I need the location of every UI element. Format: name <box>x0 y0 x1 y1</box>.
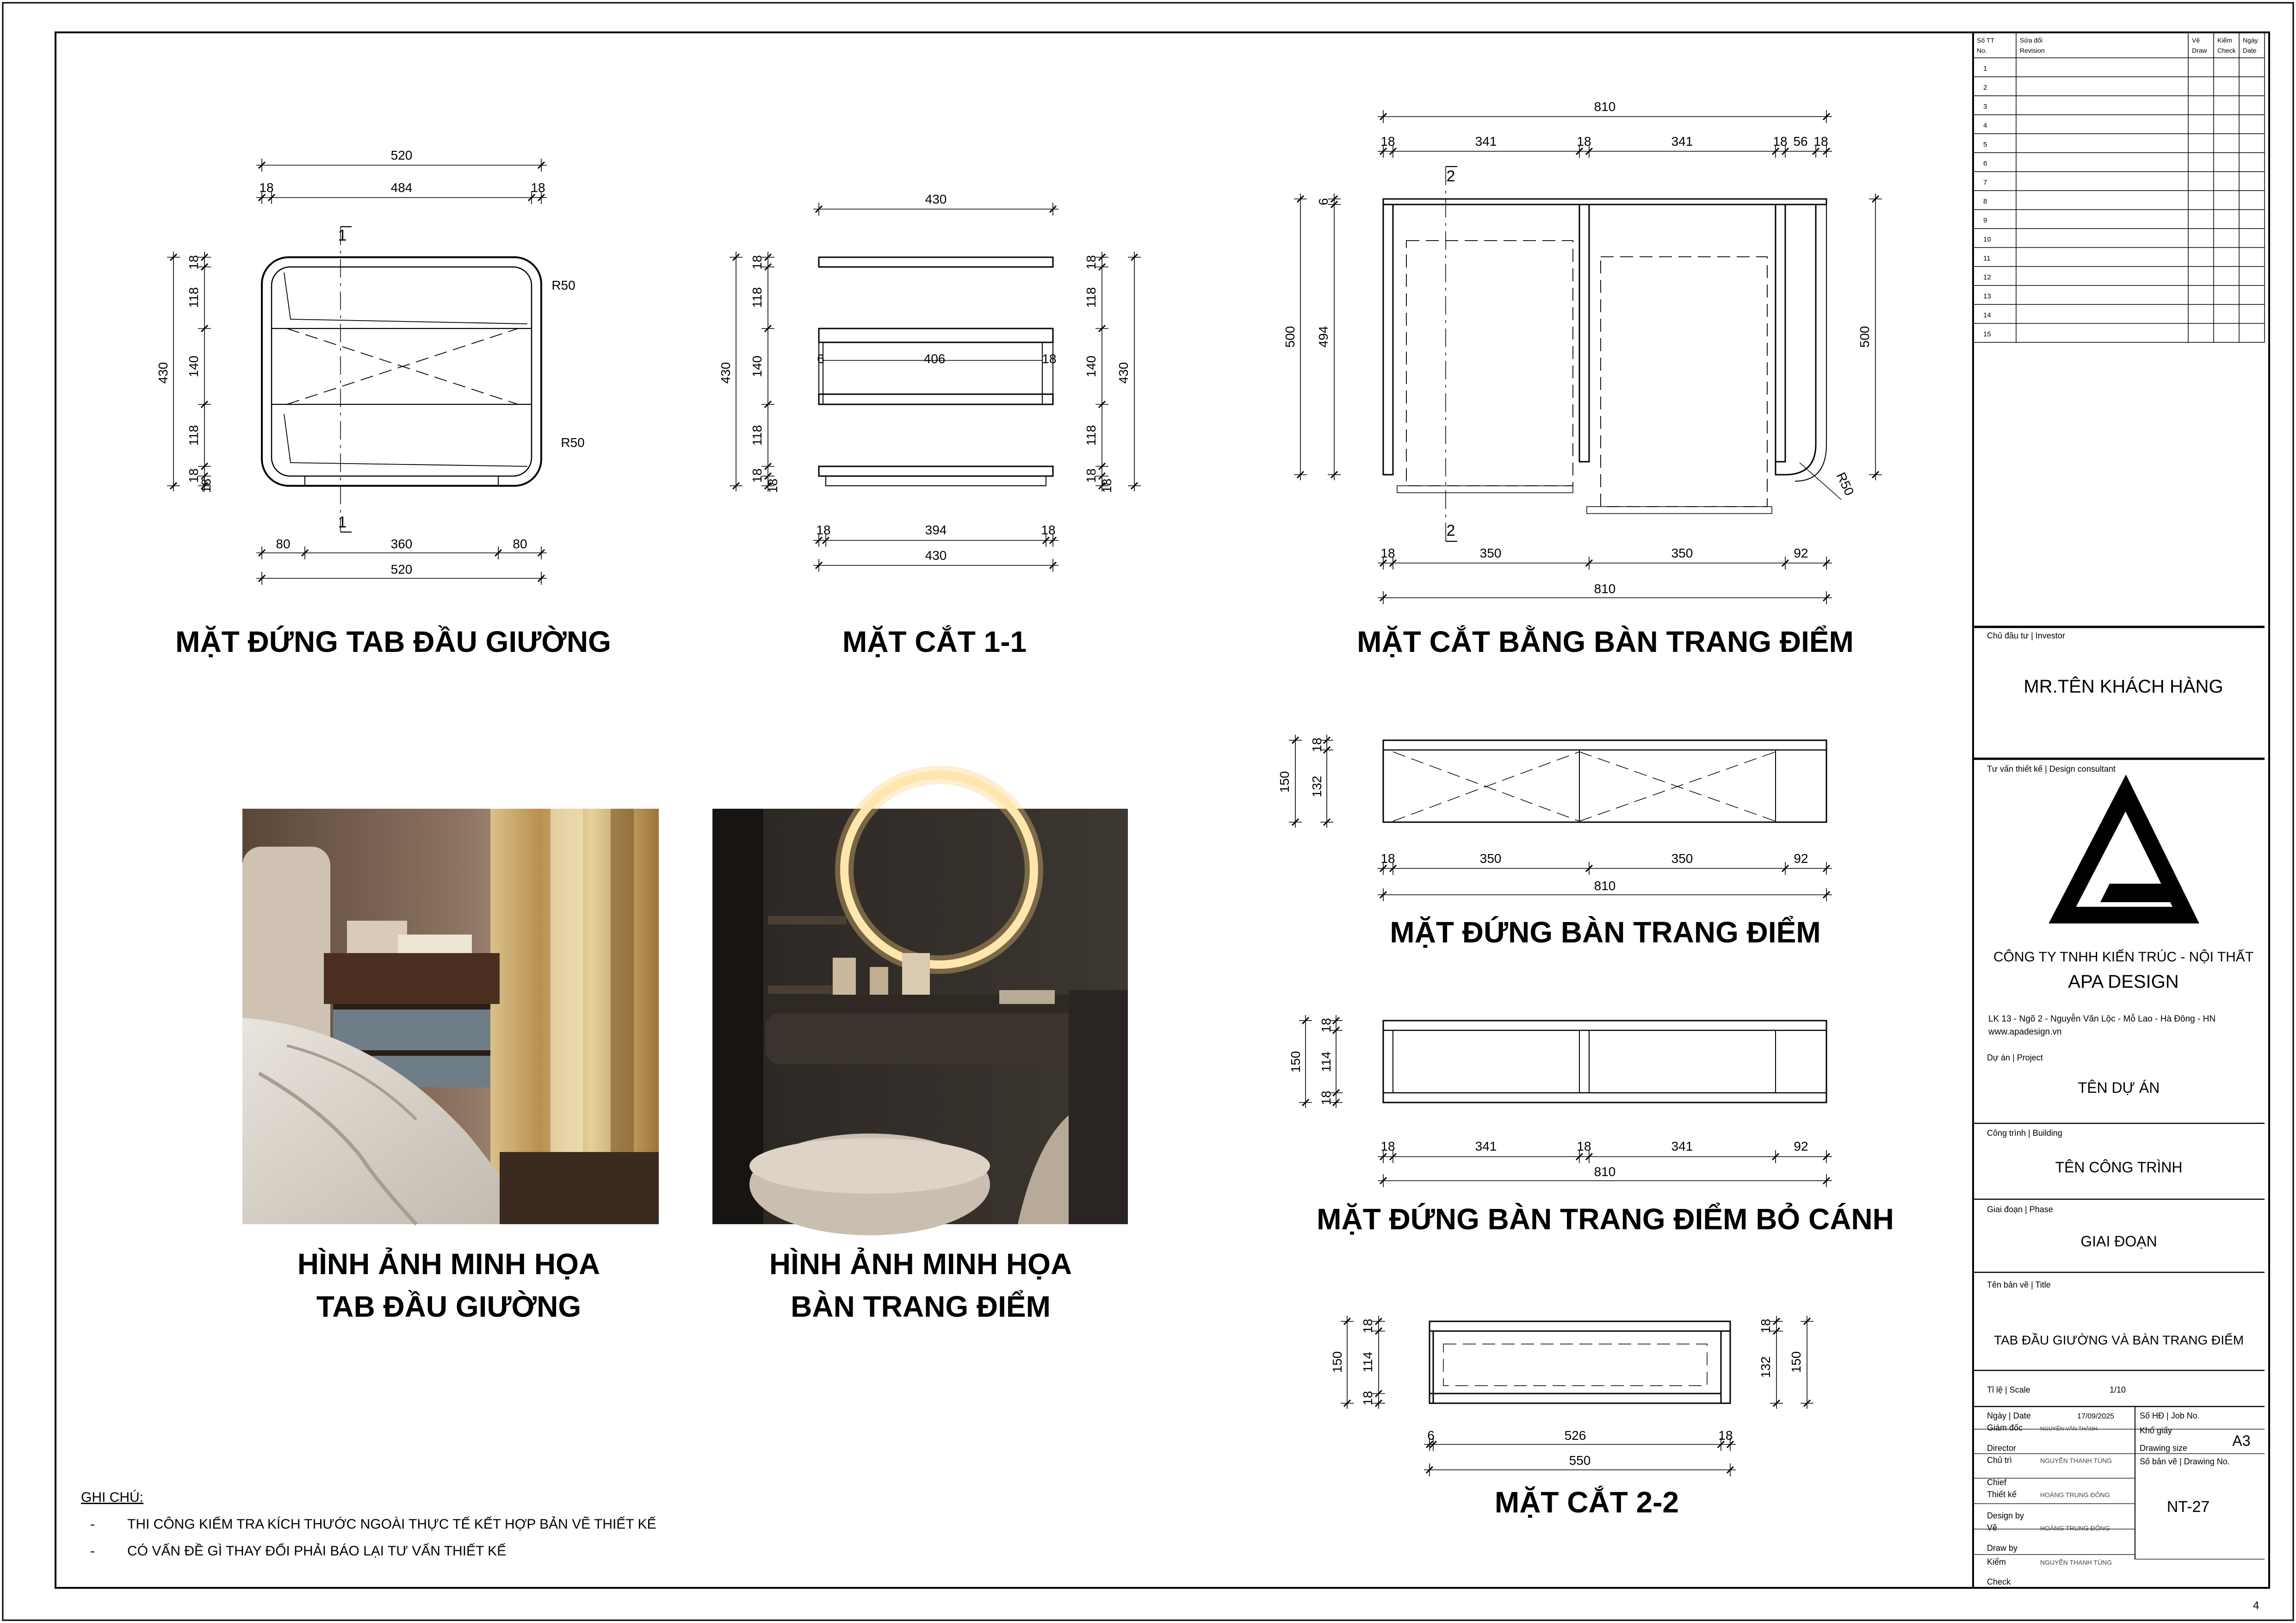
title-label: Tên bản vẽ | Title <box>1987 1280 2051 1289</box>
revision-header: Ngày <box>2243 37 2258 44</box>
dim-text: 18 <box>1319 1090 1333 1105</box>
revision-header: Kiểm <box>2217 37 2232 44</box>
dim-text: 350 <box>1479 851 1502 866</box>
dim-text: 118 <box>1084 287 1098 308</box>
company-website: www.apadesign.vn <box>1988 1027 2062 1037</box>
dim-text: 18 <box>1380 1139 1395 1153</box>
dim-text: 430 <box>156 362 170 384</box>
section-2-2-drawing <box>1430 1321 1730 1403</box>
dim-text: 92 <box>1794 1139 1808 1153</box>
draw-en: Draw by <box>1987 1543 2018 1553</box>
dim-text: 430 <box>925 548 947 563</box>
dim-text: 140 <box>186 355 201 378</box>
revision-row-number: 8 <box>1983 198 1987 205</box>
dim-text: 118 <box>750 425 764 446</box>
dim-text: 341 <box>1671 134 1693 149</box>
phase-label: Giai đoạn | Phase <box>1987 1205 2053 1214</box>
dim-text: 92 <box>1794 546 1808 560</box>
project-value: TÊN DỰ ÁN <box>2078 1079 2160 1096</box>
note-item: - THI CÔNG KIỂM TRA KÍCH THƯỚC NGOÀI THỰC TẾ KẾT HỢP BẢN VẼ THIẾT KẾ <box>90 1517 656 1532</box>
dim-text: 494 <box>1316 326 1331 348</box>
dim-text: 140 <box>750 355 764 378</box>
investor-value: MR.TÊN KHÁCH HÀNG <box>2024 676 2223 697</box>
dim-text: 150 <box>1330 1351 1344 1373</box>
revision-header: Số TT <box>1977 37 1994 44</box>
check-en: Check <box>1987 1577 2011 1586</box>
dim-text: 350 <box>1671 546 1693 560</box>
dim-text: 520 <box>390 148 413 162</box>
draw-label: Vẽ <box>1987 1523 1998 1532</box>
drawno-label: Số bản vẽ | Drawing No. <box>2140 1457 2230 1466</box>
dim-text: 341 <box>1475 134 1497 149</box>
revision-row-number: 11 <box>1983 254 1991 262</box>
dim-text: 520 <box>390 562 413 576</box>
general-notes <box>81 1490 656 1565</box>
revision-header-en: Draw <box>2192 47 2207 54</box>
revision-row-number: 2 <box>1983 84 1987 92</box>
dim-text: 118 <box>186 287 201 308</box>
revision-row-number: 5 <box>1983 141 1987 149</box>
project-label: Dự án | Project <box>1987 1053 2043 1062</box>
table-elevation-open-drawing <box>1383 1021 1826 1103</box>
title-table-plan: MẶT CẮT BẰNG BÀN TRANG ĐIỂM <box>1357 625 1854 658</box>
title-photo-tab <box>259 1243 638 1328</box>
revision-row-number: 13 <box>1983 292 1991 300</box>
designer-value: HOÀNG TRUNG ĐÔNG <box>2040 1491 2110 1499</box>
drawer-value: HOÀNG TRUNG ĐÔNG <box>2040 1524 2110 1532</box>
investor-label: Chủ đầu tư | Investor <box>1987 631 2065 640</box>
dim-text: 341 <box>1671 1139 1693 1153</box>
dim-text: 18 <box>1577 134 1591 149</box>
check-label: Kiểm <box>1987 1557 2006 1567</box>
revision-row-number: 3 <box>1983 103 1987 111</box>
drawno-value: NT-27 <box>2166 1498 2210 1516</box>
dim-text: 430 <box>925 192 947 206</box>
dim-text: 132 <box>1310 775 1324 798</box>
dim-text: 350 <box>1479 546 1502 560</box>
paper-en: Drawing size <box>2140 1443 2188 1453</box>
dim-text: 18 <box>259 180 274 195</box>
section-marker: 1 <box>338 514 347 531</box>
dim-text: 92 <box>1794 851 1808 866</box>
dim-text: 484 <box>390 180 413 195</box>
dim-text: 18 <box>1380 851 1395 866</box>
page-number: 4 <box>2253 1599 2259 1612</box>
dim-text: 18 <box>1773 134 1788 149</box>
dim-text: R50 <box>1833 470 1857 498</box>
dim-text: 18 <box>1577 1139 1591 1153</box>
dim-text: R50 <box>551 278 576 292</box>
title-section-1-1: MẶT CẮT 1-1 <box>842 625 1027 658</box>
dim-text: 132 <box>1758 1356 1773 1378</box>
scale-value: 1/10 <box>2110 1385 2126 1394</box>
revision-header: Sửa đổi <box>2020 37 2043 44</box>
revision-row-number: 10 <box>1983 235 1991 243</box>
dim-text: 810 <box>1594 879 1616 893</box>
dim-text: 18 <box>1084 255 1098 270</box>
dim-text: 810 <box>1594 582 1616 596</box>
dim-text: 114 <box>1361 1351 1375 1373</box>
section-marker: 2 <box>1446 167 1455 185</box>
revision-row-number: 14 <box>1983 311 1991 319</box>
revision-row-number: 1 <box>1983 65 1987 73</box>
revision-header-en: Check <box>2217 47 2236 54</box>
revision-row-number: 7 <box>1983 179 1987 186</box>
photo-tab-line1: HÌNH ẢNH MINH HỌA <box>297 1247 600 1281</box>
table-plan-drawing <box>1383 167 1841 541</box>
revision-row-number: 9 <box>1983 217 1987 224</box>
dim-text: 810 <box>1594 1165 1616 1179</box>
paper-value: A3 <box>2232 1432 2251 1449</box>
dim-text: 18 <box>531 180 545 195</box>
revision-header-en: Date <box>2243 47 2257 54</box>
dim-text: 6 <box>817 352 824 366</box>
dim-text: 360 <box>390 537 413 551</box>
revision-row-number: 15 <box>1983 330 1991 338</box>
dim-text: 150 <box>1277 771 1292 793</box>
dim-text: 114 <box>1319 1051 1333 1072</box>
dim-text: 341 <box>1475 1139 1497 1153</box>
dim-text: 18 <box>1718 1428 1733 1443</box>
company-line1: CÔNG TY TNHH KIẾN TRÚC - NỘI THẤT <box>1993 949 2254 965</box>
dim-text: 18 <box>750 468 764 483</box>
note-item: - CÓ VẤN ĐỀ GÌ THAY ĐỔI PHẢI BÁO LẠI TƯ VẤN THIẾT KẾ <box>90 1543 507 1559</box>
dim-text: 430 <box>1116 362 1131 384</box>
building-label: Công trình | Building <box>1987 1128 2062 1138</box>
dim-text: 18 <box>1042 352 1057 366</box>
dim-text: 500 <box>1283 326 1297 348</box>
director-value: NGUYỄN VĂN THÀNH <box>2040 1425 2098 1432</box>
dim-text: 18 <box>1380 546 1395 560</box>
company-line2: APA DESIGN <box>2068 972 2179 992</box>
design-en: Design by <box>1987 1511 2024 1520</box>
chief-en: Chief <box>1987 1478 2007 1487</box>
dim-text: 394 <box>925 523 947 537</box>
date-value: 17/09/2025 <box>2077 1412 2115 1420</box>
dim-text: 430 <box>718 362 733 384</box>
dim-text: 526 <box>1564 1428 1586 1443</box>
consultant-label: Tư vấn thiết kế | Design consultant <box>1987 764 2116 774</box>
dim-text: 18 <box>186 255 201 270</box>
dim-text: 118 <box>186 425 201 446</box>
dim-text: 18 <box>1361 1391 1375 1406</box>
dim-text: 500 <box>1857 326 1872 348</box>
photo-table-line2: BÀN TRANG ĐIỂM <box>791 1290 1051 1323</box>
section-1-1-drawing <box>819 257 1053 486</box>
title-table-elevation-open: MẶT ĐỨNG BÀN TRANG ĐIỂM BỎ CÁNH <box>1317 1202 1894 1236</box>
revision-row-number: 6 <box>1983 160 1987 167</box>
dim-text: 150 <box>1288 1051 1303 1073</box>
dim-text: 18 <box>1319 1018 1333 1033</box>
dim-text: 406 <box>923 352 946 366</box>
dim-text: 56 <box>1793 134 1808 149</box>
date-label: Ngày | Date <box>1987 1411 2031 1420</box>
title-block <box>1973 32 2265 1588</box>
chief-label: Chủ trì <box>1987 1456 2012 1465</box>
dim-text: 80 <box>276 537 291 551</box>
title-photo-table <box>731 1243 1110 1328</box>
section-marker: 2 <box>1446 522 1455 539</box>
title-value: TAB ĐẦU GIƯỜNG VÀ BÀN TRANG ĐIỂM <box>1993 1333 2244 1347</box>
apa-logo-icon <box>2062 793 2186 915</box>
notes-heading: GHI CHÚ: <box>81 1490 143 1505</box>
revision-row-number: 12 <box>1983 273 1991 281</box>
dim-text: 18 <box>816 523 831 537</box>
dim-text: 18 <box>199 478 213 493</box>
title-section-2-2: MẶT CẮT 2-2 <box>1494 1486 1679 1519</box>
revision-header-en: No. <box>1977 47 1987 54</box>
note-text: THI CÔNG KIỂM TRA KÍCH THƯỚC NGOÀI THỰC TẾ KẾT HỢP BẢN VẼ THIẾT KẾ <box>127 1517 656 1532</box>
title-tab-elevation: MẶT ĐỨNG TAB ĐẦU GIƯỜNG <box>175 625 611 658</box>
revision-row-number: 4 <box>1983 122 1987 130</box>
dim-text: 810 <box>1594 99 1616 114</box>
dim-text: 150 <box>1789 1351 1803 1373</box>
dim-text: 118 <box>750 287 764 308</box>
dim-text: 18 <box>766 478 780 493</box>
dim-text: 140 <box>1084 355 1098 378</box>
note-text: CÓ VẤN ĐỀ GÌ THAY ĐỔI PHẢI BÁO LẠI TƯ VẤN THIẾT KẾ <box>127 1543 507 1559</box>
building-value: TÊN CÔNG TRÌNH <box>2055 1159 2183 1176</box>
dim-text: 18 <box>750 255 764 270</box>
photo-table-line1: HÌNH ẢNH MINH HỌA <box>769 1247 1072 1281</box>
job-label: Số HĐ | Job No. <box>2140 1411 2200 1420</box>
dim-text: 118 <box>1084 425 1098 446</box>
dim-text: 18 <box>1380 134 1395 149</box>
dim-text: 18 <box>1041 523 1056 537</box>
revision-header: Vẽ <box>2192 37 2200 44</box>
dim-text: 6 <box>1316 198 1331 205</box>
dim-text: 350 <box>1671 851 1693 866</box>
dim-text: 18 <box>1758 1319 1773 1333</box>
dim-text: 550 <box>1569 1453 1591 1468</box>
phase-value: GIAI ĐOẠN <box>2080 1233 2157 1250</box>
section-marker: 1 <box>338 227 347 244</box>
tab-elevation-drawing <box>262 227 541 532</box>
dim-text: 6 <box>1427 1428 1435 1443</box>
design-label: Thiết kế <box>1987 1490 2017 1499</box>
dim-text: 18 <box>1310 737 1324 752</box>
dim-text: 18 <box>186 468 201 483</box>
photo-table-illustration <box>712 775 1128 1235</box>
dim-text: 18 <box>1813 134 1828 149</box>
dim-text: 80 <box>513 537 527 551</box>
director-label: Giám đốc <box>1987 1423 2023 1432</box>
photo-tab-illustration <box>242 809 659 1224</box>
paper-label: Khổ giấy <box>2140 1426 2172 1435</box>
photo-tab-line2: TAB ĐẦU GIƯỜNG <box>316 1290 582 1323</box>
table-elevation-drawing <box>1383 740 1826 822</box>
revision-header-en: Revision <box>2020 47 2045 54</box>
dim-text: 18 <box>1084 468 1098 483</box>
scale-label: Tỉ lệ | Scale <box>1987 1385 2030 1394</box>
title-table-elevation: MẶT ĐỨNG BÀN TRANG ĐIỂM <box>1390 916 1821 949</box>
chief-value: NGUYỄN THANH TÙNG <box>2040 1457 2112 1464</box>
director-en: Director <box>1987 1443 2017 1453</box>
checker-value: NGUYỄN THANH TÙNG <box>2040 1559 2112 1566</box>
dim-text: R50 <box>561 435 585 450</box>
dim-text: 18 <box>1100 478 1114 493</box>
company-address: LK 13 - Ngõ 2 - Nguyễn Văn Lộc - Mỗ Lao - Hà Đông - HN <box>1988 1014 2216 1024</box>
dim-text: 18 <box>1361 1319 1375 1333</box>
